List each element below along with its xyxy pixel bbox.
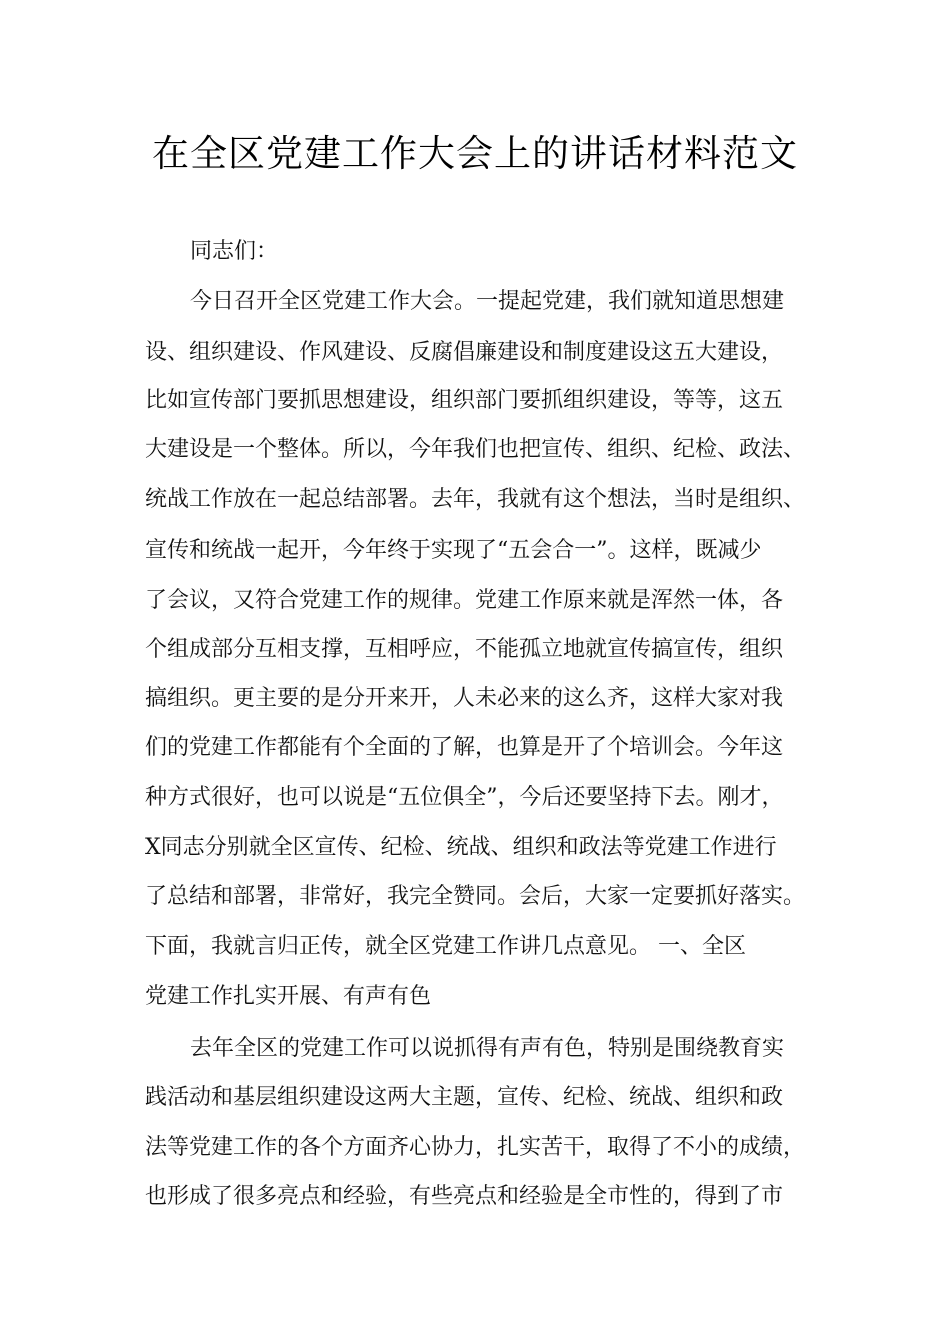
text-line: 也形成了很多亮点和经验，有些亮点和经验是全市性的，得到了市: [145, 1184, 784, 1209]
text-line: 今日召开全区党建工作大会。一提起党建，我们就知道思想建: [190, 289, 785, 314]
text-line: 种方式很好，也可以说是“五位俱全”，今后还要坚持下去。刚才，: [145, 785, 784, 810]
text-line: 个组成部分互相支撑，互相呼应，不能孤立地就宣传搞宣传，组织: [145, 637, 784, 662]
text-line: 去年全区的党建工作可以说抓得有声有色，特别是围绕教育实: [190, 1036, 785, 1061]
document-title: 在全区党建工作大会上的讲话材料范文: [152, 132, 798, 175]
section-heading-line: 党建工作扎实开展、有声有色: [145, 984, 432, 1009]
text-line: 统战工作放在一起总结部署。去年，我就有这个想法，当时是组织、: [145, 487, 806, 512]
text-line: 践活动和基层组织建设这两大主题，宣传、纪检、统战、组织和政: [145, 1085, 784, 1110]
text-line: 们的党建工作都能有个全面的了解，也算是开了个培训会。今年这: [145, 735, 784, 760]
text-line: X同志分别就全区宣传、纪检、统战、组织和政法等党建工作进行: [145, 835, 777, 860]
text-line: 了会议，又符合党建工作的规律。党建工作原来就是浑然一体，各: [145, 588, 784, 613]
text-line: 了总结和部署，非常好，我完全赞同。会后，大家一定要抓好落实。: [145, 884, 806, 909]
text-line: 比如宣传部门要抓思想建设，组织部门要抓组织建设，等等，这五: [145, 388, 784, 413]
text-line: 搞组织。更主要的是分开来开，人未必来的这么齐，这样大家对我: [145, 686, 784, 711]
text-line: 设、组织建设、作风建设、反腐倡廉建设和制度建设这五大建设，: [145, 340, 784, 365]
text-line: 法等党建工作的各个方面齐心协力，扎实苦干，取得了不小的成绩，: [145, 1135, 806, 1160]
text-line: 大建设是一个整体。所以，今年我们也把宣传、组织、纪检、政法、: [145, 437, 806, 462]
text-line-salutation: 同志们：: [190, 239, 279, 264]
text-line: 下面，我就言归正传，就全区党建工作讲几点意见。 一、全区: [145, 934, 746, 959]
text-line: 宣传和统战一起开，今年终于实现了“五会合一”。这样，既减少: [145, 538, 762, 563]
